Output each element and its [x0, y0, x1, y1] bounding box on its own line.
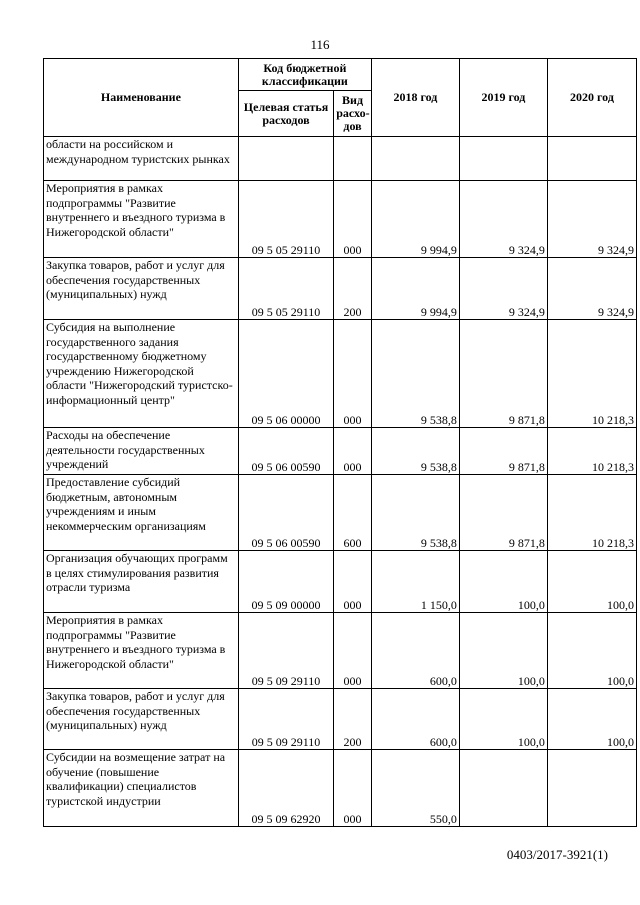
row-name: Организация обучающих программ в целях стимулирования развития отрасли туризма [44, 551, 239, 613]
row-value-2020: 10 218,3 [547, 428, 636, 475]
row-target-code: 09 5 06 00590 [238, 475, 333, 551]
row-expense-kind: 200 [334, 689, 372, 750]
row-value-2020 [547, 137, 636, 181]
row-expense-kind: 000 [334, 613, 372, 689]
table-row [44, 320, 637, 428]
row-target-code: 09 5 05 29110 [238, 258, 333, 320]
row-value-2019 [459, 137, 547, 181]
row-expense-kind: 200 [334, 258, 372, 320]
row-value-2020: 100,0 [547, 551, 636, 613]
row-value-2019 [459, 750, 547, 827]
row-name: Расходы на обеспечение деятельности государственных учреждений [44, 428, 239, 475]
page-number: 116 [310, 37, 330, 52]
row-expense-kind: 000 [334, 181, 372, 258]
row-value-2019: 9 324,9 [459, 258, 547, 320]
document-code: 0403/2017-3921(1) [506, 847, 608, 862]
row-target-code: 09 5 06 00000 [238, 320, 333, 428]
row-name: Субсидия на выполнение государственного задания государственному бюджетному учреждению Нижегородской области "Нижегородский туристско-информационный центр" [44, 320, 239, 428]
table-row [44, 551, 637, 613]
row-value-2020 [547, 750, 636, 827]
table-body [44, 137, 637, 827]
row-target-code: 09 5 09 29110 [238, 613, 333, 689]
row-value-2019: 100,0 [459, 551, 547, 613]
row-value-2019: 9 871,8 [459, 428, 547, 475]
table-row [44, 428, 637, 475]
row-expense-kind: 000 [334, 750, 372, 827]
row-value-2018: 600,0 [371, 689, 459, 750]
row-expense-kind: 000 [334, 428, 372, 475]
table-row [44, 475, 637, 551]
header-code-group: Код бюджетной классификации [238, 59, 371, 91]
row-value-2018 [371, 137, 459, 181]
row-value-2018: 600,0 [371, 613, 459, 689]
row-name: Мероприятия в рамках подпрограммы "Развитие внутреннего и въездного туризма в Нижегородской области" [44, 181, 239, 258]
row-value-2019: 9 871,8 [459, 320, 547, 428]
row-name: Мероприятия в рамках подпрограммы "Развитие внутреннего и въездного туризма в Нижегородской области" [44, 613, 239, 689]
row-target-code: 09 5 09 00000 [238, 551, 333, 613]
row-value-2020: 9 324,9 [547, 181, 636, 258]
row-value-2020: 10 218,3 [547, 475, 636, 551]
row-target-code: 09 5 09 62920 [238, 750, 333, 827]
row-value-2018: 550,0 [371, 750, 459, 827]
row-value-2018: 9 538,8 [371, 428, 459, 475]
table-row [44, 613, 637, 689]
row-expense-kind: 000 [334, 320, 372, 428]
row-value-2018: 9 538,8 [371, 320, 459, 428]
header-name: Наименование [44, 59, 239, 137]
table-row [44, 258, 637, 320]
row-target-code [238, 137, 333, 181]
row-target-code: 09 5 09 29110 [238, 689, 333, 750]
row-value-2019: 9 324,9 [459, 181, 547, 258]
row-value-2020: 100,0 [547, 613, 636, 689]
row-expense-kind: 000 [334, 551, 372, 613]
row-value-2019: 9 871,8 [459, 475, 547, 551]
row-name: области на российском и международном туристских рынках [44, 137, 239, 181]
header-kind: Вид расхо- дов [334, 91, 372, 137]
row-value-2020: 10 218,3 [547, 320, 636, 428]
row-name: Субсидии на возмещение затрат на обучение (повышение квалификации) специалистов туристской индустрии [44, 750, 239, 827]
budget-table [43, 58, 637, 827]
table-row [44, 750, 637, 827]
row-value-2018: 9 994,9 [371, 181, 459, 258]
header-2020: 2020 год [547, 59, 636, 137]
row-name: Предоставление субсидий бюджетным, автономным учреждениям и иным некоммерческим организациям [44, 475, 239, 551]
header-2019: 2019 год [459, 59, 547, 137]
row-target-code: 09 5 06 00590 [238, 428, 333, 475]
row-value-2018: 1 150,0 [371, 551, 459, 613]
row-value-2019: 100,0 [459, 689, 547, 750]
row-value-2020: 100,0 [547, 689, 636, 750]
table-row [44, 689, 637, 750]
row-value-2018: 9 994,9 [371, 258, 459, 320]
row-expense-kind: 600 [334, 475, 372, 551]
header-2018: 2018 год [371, 59, 459, 137]
row-value-2018: 9 538,8 [371, 475, 459, 551]
table-row [44, 137, 637, 181]
row-value-2019: 100,0 [459, 613, 547, 689]
row-value-2020: 9 324,9 [547, 258, 636, 320]
row-name: Закупка товаров, работ и услуг для обеспечения государственных (муниципальных) нужд [44, 689, 239, 750]
header-target: Целевая статья расходов [238, 91, 333, 137]
row-name: Закупка товаров, работ и услуг для обеспечения государственных (муниципальных) нужд [44, 258, 239, 320]
table-row [44, 181, 637, 258]
row-target-code: 09 5 05 29110 [238, 181, 333, 258]
row-expense-kind [334, 137, 372, 181]
